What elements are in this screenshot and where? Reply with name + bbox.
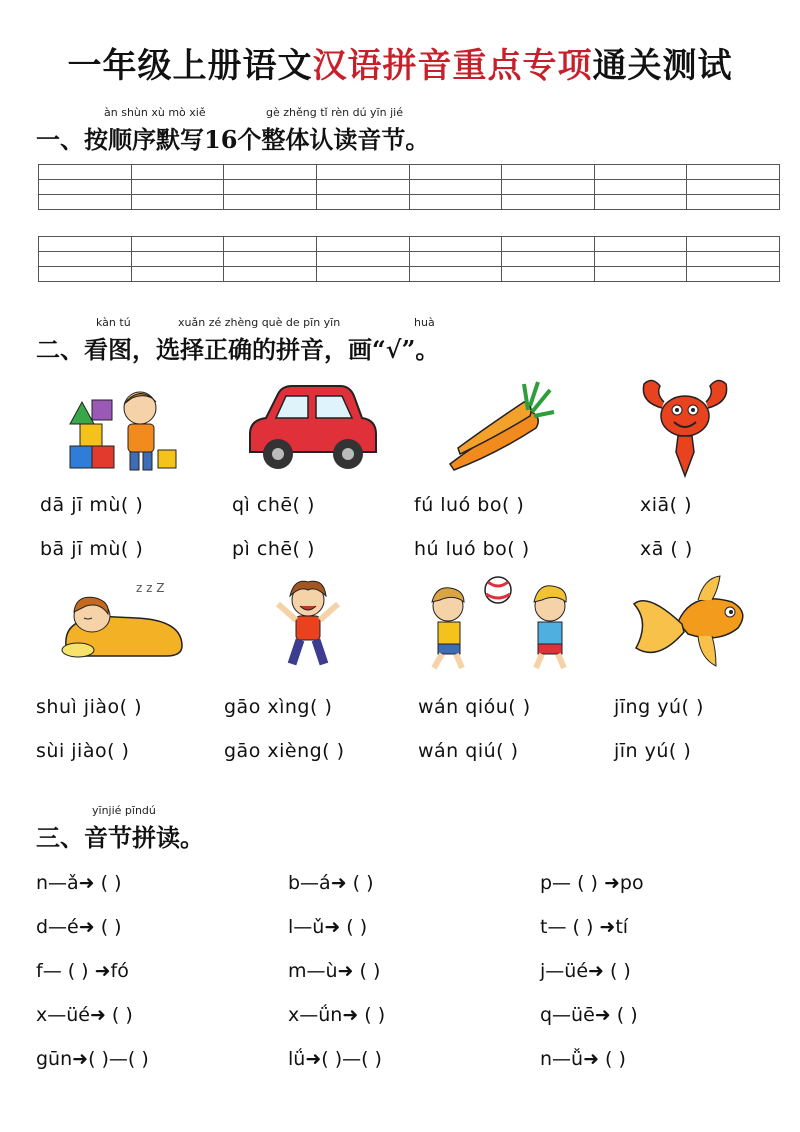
- syllable-r4-c2[interactable]: x—ǘn➜ ( ): [288, 1004, 386, 1026]
- option-blocks-b[interactable]: bā jī mù( ): [40, 538, 144, 560]
- option-ball-a[interactable]: wán qióu( ): [418, 696, 531, 718]
- option-ball-b[interactable]: wán qiú( ): [418, 740, 519, 762]
- playing-ball-picture: [418, 572, 584, 672]
- building-blocks-picture: [62, 378, 182, 478]
- section1-pinyin-a: àn shùn xù mò xiě: [104, 106, 206, 119]
- syllable-r5-c3[interactable]: n—ǚ➜ ( ): [540, 1048, 626, 1070]
- option-sleep-b[interactable]: sùi jiào( ): [36, 740, 130, 762]
- syllable-r3-c3[interactable]: j—üé➜ ( ): [540, 960, 631, 982]
- section1-heading: 一、按顺序默写16个整体认读音节。: [36, 125, 430, 154]
- writing-grid-1[interactable]: [38, 164, 780, 210]
- option-carrot-a[interactable]: fú luó bo( ): [414, 494, 525, 516]
- syllable-r5-c1[interactable]: gūn➜( )—( ): [36, 1048, 149, 1070]
- section3-pinyin: yīnjié pīndú: [92, 804, 156, 817]
- goldfish-picture: [628, 572, 752, 676]
- option-car-b[interactable]: pì chē( ): [232, 538, 315, 560]
- option-happy-a[interactable]: gāo xìng( ): [224, 696, 333, 718]
- title-part-1: 一年级上册语文: [67, 46, 313, 86]
- syllable-r3-c1[interactable]: f— ( ) ➜fó: [36, 960, 129, 982]
- sleeping-picture: [56, 576, 186, 660]
- syllable-r2-c2[interactable]: l—ǔ➜ ( ): [288, 916, 368, 938]
- syllable-r2-c3[interactable]: t— ( ) ➜tí: [540, 916, 629, 938]
- option-car-a[interactable]: qì chē( ): [232, 494, 315, 516]
- option-carrot-b[interactable]: hú luó bo( ): [414, 538, 530, 560]
- section3-heading: 三、音节拼读。: [36, 823, 204, 852]
- option-blocks-a[interactable]: dā jī mù( ): [40, 494, 144, 516]
- syllable-r1-c2[interactable]: b—á➜ ( ): [288, 872, 374, 894]
- option-sleep-a[interactable]: shuì jiào( ): [36, 696, 142, 718]
- option-happy-b[interactable]: gāo xièng( ): [224, 740, 345, 762]
- syllable-r1-c1[interactable]: n—ǎ➜ ( ): [36, 872, 122, 894]
- happy-boy-picture: [268, 574, 348, 674]
- section2-heading: 二、看图，选择正确的拼音，画“√”。: [36, 335, 440, 364]
- syllable-r5-c2[interactable]: lǘ➜( )—( ): [288, 1048, 382, 1070]
- car-picture: [236, 378, 384, 478]
- section2-pinyin-a: kàn tú: [96, 316, 131, 329]
- title-part-3: 通关测试: [592, 46, 733, 86]
- page-title: [0, 38, 800, 87]
- section2-pinyin-c: huà: [414, 316, 435, 329]
- syllable-r4-c3[interactable]: q—üē➜ ( ): [540, 1004, 638, 1026]
- syllable-r4-c1[interactable]: x—üé➜ ( ): [36, 1004, 133, 1026]
- option-lobster-b[interactable]: xā ( ): [640, 538, 693, 560]
- svg-text:z z Z: z z Z: [136, 581, 165, 595]
- writing-grid-2[interactable]: [38, 236, 780, 282]
- title-part-2: 汉语拼音重点专项: [312, 46, 593, 86]
- option-fish-a[interactable]: jīng yú( ): [614, 696, 704, 718]
- carrot-picture: [444, 378, 556, 478]
- lobster-picture: [630, 372, 740, 482]
- syllable-r2-c1[interactable]: d—é➜ ( ): [36, 916, 122, 938]
- section1-pinyin-b: gè zhěng tǐ rèn dú yīn jié: [266, 106, 403, 119]
- option-lobster-a[interactable]: xiā( ): [640, 494, 693, 516]
- section2-pinyin-b: xuǎn zé zhèng què de pīn yīn: [178, 316, 341, 329]
- syllable-r3-c2[interactable]: m—ù➜ ( ): [288, 960, 381, 982]
- option-fish-b[interactable]: jīn yú( ): [614, 740, 692, 762]
- syllable-r1-c3[interactable]: p— ( ) ➜po: [540, 872, 644, 894]
